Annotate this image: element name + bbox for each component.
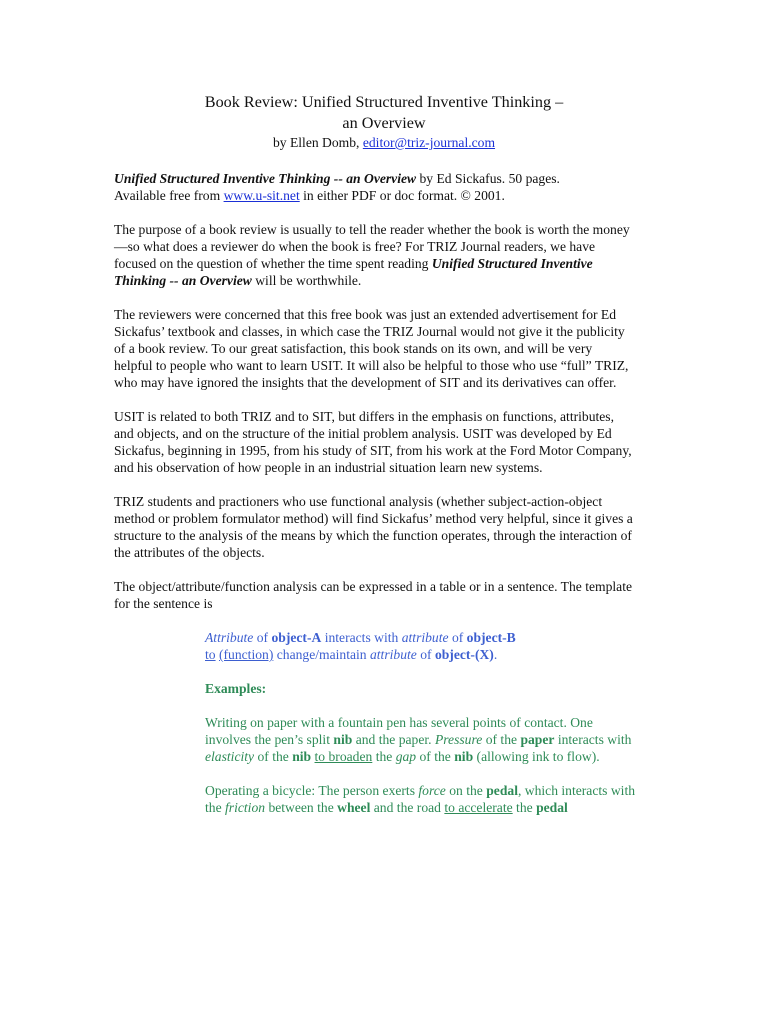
paragraph-purpose-text: The purpose of a book review is usually to tell the reader whether the book is worth the money—so what does a reviewer do when the book is free? For TRIZ Journal readers, we have focused on the question of whether the time spent reading — [114, 222, 630, 271]
book-author-pages: by Ed Sickafus. 50 pages. — [416, 171, 560, 186]
ex1-text-8: of the — [416, 749, 455, 764]
ex2-wheel: wheel — [337, 800, 371, 815]
book-title: Unified Structured Inventive Thinking -- an Overview — [114, 171, 417, 186]
byline-prefix: by Ellen Domb, — [272, 135, 363, 150]
template-attribute-2: attribute — [401, 630, 449, 645]
template-to: to — [205, 647, 216, 662]
examples-section — [205, 680, 640, 816]
ex2-force: force — [418, 783, 446, 798]
template-change-maintain: change/maintain — [273, 647, 370, 662]
ex1-to-broaden: to broaden — [314, 749, 373, 764]
ex2-to-accelerate: to accelerate — [444, 800, 513, 815]
ex1-text-5: of the — [254, 749, 293, 764]
ex1-text-2: and the paper. — [352, 732, 435, 747]
examples-heading — [205, 680, 640, 697]
author-email-link[interactable]: editor@triz-journal.com — [362, 135, 496, 150]
template-of-3: of — [416, 647, 435, 662]
ex2-pedal-2: pedal — [536, 800, 568, 815]
template-object-b: object-B — [466, 630, 516, 645]
ex1-text-3: of the — [482, 732, 521, 747]
template-interacts: interacts with — [321, 630, 402, 645]
example-fountain-pen — [205, 714, 640, 765]
ex1-nib-3: nib — [454, 749, 474, 764]
ex1-elasticity: elasticity — [205, 749, 255, 764]
book-citation — [114, 170, 634, 204]
template-object-x: object-(X) — [434, 647, 494, 662]
ex2-text-5: and the road — [370, 800, 445, 815]
paragraph-purpose-suffix: will be worthwhile. — [251, 273, 362, 288]
ex2-text-6: the — [512, 800, 537, 815]
ex1-text-4: interacts with — [554, 732, 632, 747]
ex1-text-7: the — [372, 749, 396, 764]
paragraph-template-intro: The object/attribute/function analysis can be expressed in a table or in a sentence. The template for the sentence is — [114, 579, 633, 611]
paragraph-purpose-book-title: Unified Structured Inventive Thinking -- an Overview — [114, 256, 593, 288]
usit-site-link[interactable]: www.u-sit.net — [223, 188, 300, 203]
ex1-text-1: Writing on paper with a fountain pen has several points of contact. One involves the pen’s split — [205, 715, 593, 747]
paragraph-purpose — [114, 221, 634, 289]
paragraph-usit-relation: USIT is related to both TRIZ and to SIT, but differs in the emphasis on functions, attributes, and objects, and on the structure of the initial problem analysis. USIT was developed by Ed Sickafus, beginning in 1995, from his study of SIT, from his work at the Ford Motor Company, and his observation of how people in an industrial situation learn new systems. — [114, 409, 632, 475]
ex2-text-4: between the — [265, 800, 338, 815]
template-of-1: of — [253, 630, 272, 645]
ex1-nib-1: nib — [333, 732, 353, 747]
paragraph-functional-analysis: TRIZ students and practioners who use functional analysis (whether subject-action-object method or problem formulator method) will find Sickafus’ method very helpful, since it gives a structure to the analysis of the means by which the function operates, through the interaction of the attributes of the objects. — [114, 494, 633, 560]
ex1-paper: paper — [520, 732, 555, 747]
template-function: (function) — [218, 647, 274, 662]
title-line-1: Book Review: Unified Structured Inventive Thinking – — [204, 93, 564, 111]
ex2-friction: friction — [225, 800, 266, 815]
paragraph-concerns: The reviewers were concerned that this free book was just an extended advertisement for Ed Sickafus’ textbook and classes, in which case the TRIZ Journal would not give it the publicity of a book review. To our great satisfaction, this book stands on its own, and will be very helpful to people who want to learn USIT. It will also be helpful to those who use “full” TRIZ, who may have ignored the insights that the development of SIT and its derivatives can offer. — [114, 307, 629, 390]
template-object-a: object-A — [271, 630, 322, 645]
ex1-pressure: Pressure — [434, 732, 483, 747]
template-attribute-3: attribute — [369, 647, 417, 662]
document-page — [114, 92, 634, 833]
ex2-pedal-1: pedal — [486, 783, 518, 798]
ex2-text-2: on the — [445, 783, 487, 798]
title-line-2: an Overview — [342, 114, 426, 132]
availability-suffix: in either PDF or doc format. © 2001. — [299, 188, 505, 203]
ex1-text-9: (allowing ink to flow). — [473, 749, 600, 764]
examples-heading-text: Examples: — [205, 681, 267, 696]
ex1-gap: gap — [395, 749, 417, 764]
availability-prefix: Available free from — [114, 188, 224, 203]
byline — [114, 134, 654, 151]
template-of-2: of — [448, 630, 467, 645]
template-period: . — [493, 647, 498, 662]
example-bicycle — [205, 782, 640, 816]
ex2-text-1: Operating a bicycle: The person exerts — [205, 783, 419, 798]
ex2-text-3: , which interacts with the — [205, 783, 636, 815]
template-sentence — [205, 629, 645, 663]
template-attribute-1: Attribute — [205, 630, 254, 645]
ex1-nib-2: nib — [292, 749, 312, 764]
page-title — [114, 92, 654, 134]
